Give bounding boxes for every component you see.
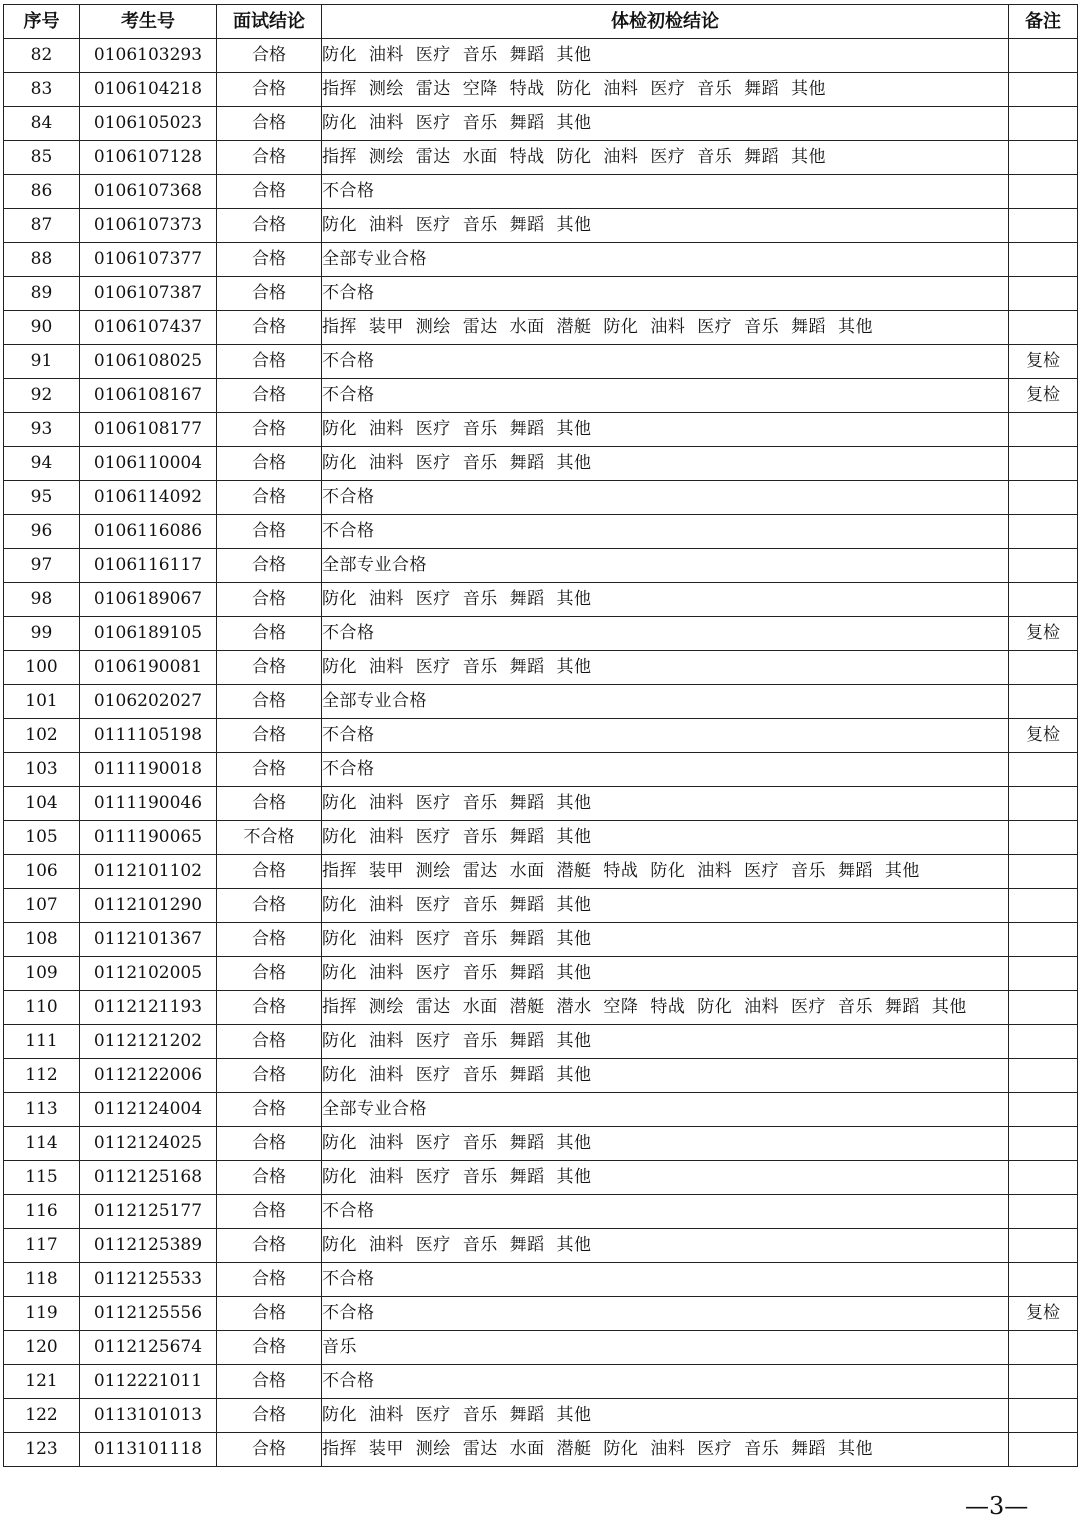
- table-row: [4, 991, 1078, 1025]
- cell-seq: 83: [4, 73, 80, 107]
- cell-interview: 合格: [217, 685, 322, 719]
- cell-candidate-id: 0106108025: [80, 345, 217, 379]
- table-row: [4, 1127, 1078, 1161]
- cell-interview: 合格: [217, 1433, 322, 1467]
- cell-candidate-id: 0112124004: [80, 1093, 217, 1127]
- cell-exam: 防化 油料 医疗 音乐 舞蹈 其他: [322, 651, 1009, 685]
- cell-interview: 不合格: [217, 821, 322, 855]
- cell-candidate-id: 0112125168: [80, 1161, 217, 1195]
- cell-remark: 复检: [1009, 1297, 1078, 1331]
- cell-seq: 112: [4, 1059, 80, 1093]
- cell-seq: 111: [4, 1025, 80, 1059]
- cell-interview: 合格: [217, 413, 322, 447]
- cell-interview: 合格: [217, 209, 322, 243]
- cell-candidate-id: 0106202027: [80, 685, 217, 719]
- cell-candidate-id: 0106107128: [80, 141, 217, 175]
- cell-candidate-id: 0106116086: [80, 515, 217, 549]
- cell-candidate-id: 0112125389: [80, 1229, 217, 1263]
- table-row: [4, 345, 1078, 379]
- cell-seq: 105: [4, 821, 80, 855]
- cell-remark: [1009, 481, 1078, 515]
- cell-candidate-id: 0106108177: [80, 413, 217, 447]
- cell-exam: 音乐: [322, 1331, 1009, 1365]
- table-row: [4, 1297, 1078, 1331]
- cell-seq: 118: [4, 1263, 80, 1297]
- cell-candidate-id: 0113101118: [80, 1433, 217, 1467]
- cell-seq: 92: [4, 379, 80, 413]
- cell-seq: 115: [4, 1161, 80, 1195]
- cell-candidate-id: 0106116117: [80, 549, 217, 583]
- cell-candidate-id: 0106107368: [80, 175, 217, 209]
- cell-interview: 合格: [217, 243, 322, 277]
- cell-interview: 合格: [217, 889, 322, 923]
- table-row: [4, 1195, 1078, 1229]
- cell-interview: 合格: [217, 1195, 322, 1229]
- cell-remark: [1009, 1263, 1078, 1297]
- cell-seq: 100: [4, 651, 80, 685]
- cell-interview: 合格: [217, 311, 322, 345]
- cell-exam: 不合格: [322, 379, 1009, 413]
- cell-remark: [1009, 277, 1078, 311]
- table-row: [4, 277, 1078, 311]
- cell-remark: [1009, 549, 1078, 583]
- cell-interview: 合格: [217, 957, 322, 991]
- cell-remark: [1009, 447, 1078, 481]
- cell-remark: [1009, 1025, 1078, 1059]
- cell-seq: 108: [4, 923, 80, 957]
- cell-candidate-id: 0112125533: [80, 1263, 217, 1297]
- cell-candidate-id: 0106114092: [80, 481, 217, 515]
- cell-interview: 合格: [217, 651, 322, 685]
- cell-remark: [1009, 923, 1078, 957]
- table-row: [4, 481, 1078, 515]
- cell-interview: 合格: [217, 855, 322, 889]
- cell-candidate-id: 0106108167: [80, 379, 217, 413]
- cell-seq: 86: [4, 175, 80, 209]
- cell-seq: 96: [4, 515, 80, 549]
- cell-seq: 99: [4, 617, 80, 651]
- page-number: —3—: [965, 1492, 1029, 1520]
- cell-seq: 102: [4, 719, 80, 753]
- cell-candidate-id: 0112125177: [80, 1195, 217, 1229]
- table-row: [4, 685, 1078, 719]
- cell-candidate-id: 0111190065: [80, 821, 217, 855]
- table-row: [4, 1093, 1078, 1127]
- cell-seq: 89: [4, 277, 80, 311]
- cell-candidate-id: 0106104218: [80, 73, 217, 107]
- cell-candidate-id: 0112101367: [80, 923, 217, 957]
- cell-interview: 合格: [217, 73, 322, 107]
- cell-remark: [1009, 957, 1078, 991]
- cell-seq: 120: [4, 1331, 80, 1365]
- cell-interview: 合格: [217, 481, 322, 515]
- cell-interview: 合格: [217, 787, 322, 821]
- cell-interview: 合格: [217, 617, 322, 651]
- cell-candidate-id: 0112121202: [80, 1025, 217, 1059]
- cell-candidate-id: 0112101290: [80, 889, 217, 923]
- cell-interview: 合格: [217, 107, 322, 141]
- cell-seq: 123: [4, 1433, 80, 1467]
- table-row: [4, 39, 1078, 73]
- cell-exam: 不合格: [322, 345, 1009, 379]
- cell-exam: 指挥 测绘 雷达 空降 特战 防化 油料 医疗 音乐 舞蹈 其他: [322, 73, 1009, 107]
- cell-interview: 合格: [217, 991, 322, 1025]
- table-row: [4, 923, 1078, 957]
- table-row: [4, 617, 1078, 651]
- table-row: [4, 719, 1078, 753]
- table-row: [4, 549, 1078, 583]
- cell-exam: 防化 油料 医疗 音乐 舞蹈 其他: [322, 821, 1009, 855]
- cell-candidate-id: 0106110004: [80, 447, 217, 481]
- header-remark: 备注: [1009, 5, 1078, 39]
- header-seq: 序号: [4, 5, 80, 39]
- cell-remark: [1009, 651, 1078, 685]
- cell-interview: 合格: [217, 1093, 322, 1127]
- cell-interview: 合格: [217, 1297, 322, 1331]
- cell-seq: 98: [4, 583, 80, 617]
- table-row: [4, 379, 1078, 413]
- cell-seq: 90: [4, 311, 80, 345]
- cell-exam: 防化 油料 医疗 音乐 舞蹈 其他: [322, 413, 1009, 447]
- cell-interview: 合格: [217, 923, 322, 957]
- cell-remark: 复检: [1009, 345, 1078, 379]
- table-row: [4, 855, 1078, 889]
- cell-seq: 84: [4, 107, 80, 141]
- cell-candidate-id: 0106189067: [80, 583, 217, 617]
- cell-seq: 82: [4, 39, 80, 73]
- cell-seq: 94: [4, 447, 80, 481]
- cell-exam: 不合格: [322, 1263, 1009, 1297]
- cell-interview: 合格: [217, 1365, 322, 1399]
- cell-remark: [1009, 311, 1078, 345]
- cell-remark: [1009, 1127, 1078, 1161]
- cell-remark: [1009, 1195, 1078, 1229]
- cell-remark: [1009, 821, 1078, 855]
- cell-seq: 103: [4, 753, 80, 787]
- cell-seq: 87: [4, 209, 80, 243]
- cell-remark: [1009, 889, 1078, 923]
- cell-seq: 116: [4, 1195, 80, 1229]
- cell-remark: [1009, 515, 1078, 549]
- header-exam: 体检初检结论: [322, 5, 1009, 39]
- table-row: [4, 1263, 1078, 1297]
- cell-remark: [1009, 1059, 1078, 1093]
- cell-candidate-id: 0112124025: [80, 1127, 217, 1161]
- cell-interview: 合格: [217, 1229, 322, 1263]
- table-row: [4, 175, 1078, 209]
- table-row: [4, 209, 1078, 243]
- table-row: [4, 243, 1078, 277]
- cell-seq: 113: [4, 1093, 80, 1127]
- table-row: [4, 957, 1078, 991]
- cell-interview: 合格: [217, 379, 322, 413]
- cell-remark: 复检: [1009, 617, 1078, 651]
- cell-exam: 指挥 测绘 雷达 水面 潜艇 潜水 空降 特战 防化 油料 医疗 音乐 舞蹈 其他: [322, 991, 1009, 1025]
- cell-remark: [1009, 1433, 1078, 1467]
- table-row: [4, 787, 1078, 821]
- table-row: [4, 1399, 1078, 1433]
- cell-interview: 合格: [217, 1059, 322, 1093]
- cell-remark: [1009, 413, 1078, 447]
- cell-seq: 106: [4, 855, 80, 889]
- table-row: [4, 107, 1078, 141]
- cell-exam: 防化 油料 医疗 音乐 舞蹈 其他: [322, 39, 1009, 73]
- cell-interview: 合格: [217, 1331, 322, 1365]
- cell-exam: 防化 油料 医疗 音乐 舞蹈 其他: [322, 1399, 1009, 1433]
- cell-candidate-id: 0106105023: [80, 107, 217, 141]
- table-row: [4, 141, 1078, 175]
- results-table: [3, 4, 1078, 1467]
- cell-interview: 合格: [217, 583, 322, 617]
- cell-seq: 88: [4, 243, 80, 277]
- cell-candidate-id: 0111105198: [80, 719, 217, 753]
- cell-candidate-id: 0112125674: [80, 1331, 217, 1365]
- cell-seq: 122: [4, 1399, 80, 1433]
- cell-remark: [1009, 243, 1078, 277]
- cell-seq: 107: [4, 889, 80, 923]
- cell-candidate-id: 0111190018: [80, 753, 217, 787]
- cell-interview: 合格: [217, 39, 322, 73]
- cell-exam: 防化 油料 医疗 音乐 舞蹈 其他: [322, 1161, 1009, 1195]
- cell-candidate-id: 0112122006: [80, 1059, 217, 1093]
- cell-exam: 不合格: [322, 617, 1009, 651]
- cell-remark: [1009, 73, 1078, 107]
- cell-interview: 合格: [217, 175, 322, 209]
- table-row: [4, 651, 1078, 685]
- cell-remark: [1009, 583, 1078, 617]
- cell-candidate-id: 0106107377: [80, 243, 217, 277]
- cell-exam: 防化 油料 医疗 音乐 舞蹈 其他: [322, 447, 1009, 481]
- header-row: [4, 5, 1078, 39]
- cell-exam: 防化 油料 医疗 音乐 舞蹈 其他: [322, 1059, 1009, 1093]
- table-row: [4, 515, 1078, 549]
- cell-candidate-id: 0112125556: [80, 1297, 217, 1331]
- cell-interview: 合格: [217, 141, 322, 175]
- cell-exam: 防化 油料 医疗 音乐 舞蹈 其他: [322, 889, 1009, 923]
- cell-remark: [1009, 1331, 1078, 1365]
- cell-seq: 109: [4, 957, 80, 991]
- cell-remark: [1009, 685, 1078, 719]
- cell-candidate-id: 0106107387: [80, 277, 217, 311]
- table-row: [4, 1331, 1078, 1365]
- table-row: [4, 1229, 1078, 1263]
- cell-remark: [1009, 1365, 1078, 1399]
- cell-candidate-id: 0112101102: [80, 855, 217, 889]
- cell-exam: 防化 油料 医疗 音乐 舞蹈 其他: [322, 1025, 1009, 1059]
- cell-interview: 合格: [217, 447, 322, 481]
- cell-interview: 合格: [217, 515, 322, 549]
- table-row: [4, 1161, 1078, 1195]
- cell-candidate-id: 0106107373: [80, 209, 217, 243]
- cell-interview: 合格: [217, 753, 322, 787]
- cell-seq: 119: [4, 1297, 80, 1331]
- cell-interview: 合格: [217, 1161, 322, 1195]
- cell-seq: 97: [4, 549, 80, 583]
- cell-exam: 不合格: [322, 719, 1009, 753]
- table-row: [4, 1365, 1078, 1399]
- cell-remark: 复检: [1009, 379, 1078, 413]
- cell-candidate-id: 0112102005: [80, 957, 217, 991]
- header-candidate-id: 考生号: [80, 5, 217, 39]
- cell-exam: 防化 油料 医疗 音乐 舞蹈 其他: [322, 957, 1009, 991]
- cell-interview: 合格: [217, 549, 322, 583]
- cell-remark: [1009, 1161, 1078, 1195]
- cell-remark: [1009, 1229, 1078, 1263]
- table-row: [4, 1025, 1078, 1059]
- cell-exam: 不合格: [322, 1195, 1009, 1229]
- cell-remark: [1009, 1093, 1078, 1127]
- cell-interview: 合格: [217, 1399, 322, 1433]
- cell-exam: 全部专业合格: [322, 685, 1009, 719]
- table-row: [4, 821, 1078, 855]
- cell-exam: 不合格: [322, 515, 1009, 549]
- cell-exam: 不合格: [322, 1297, 1009, 1331]
- cell-exam: 防化 油料 医疗 音乐 舞蹈 其他: [322, 107, 1009, 141]
- cell-seq: 93: [4, 413, 80, 447]
- cell-interview: 合格: [217, 1025, 322, 1059]
- cell-exam: 不合格: [322, 175, 1009, 209]
- cell-remark: [1009, 39, 1078, 73]
- table-row: [4, 753, 1078, 787]
- cell-seq: 104: [4, 787, 80, 821]
- cell-interview: 合格: [217, 1127, 322, 1161]
- cell-exam: 全部专业合格: [322, 549, 1009, 583]
- cell-exam: 不合格: [322, 481, 1009, 515]
- cell-remark: 复检: [1009, 719, 1078, 753]
- cell-exam: 指挥 装甲 测绘 雷达 水面 潜艇 特战 防化 油料 医疗 音乐 舞蹈 其他: [322, 855, 1009, 889]
- cell-exam: 防化 油料 医疗 音乐 舞蹈 其他: [322, 923, 1009, 957]
- table-row: [4, 889, 1078, 923]
- cell-remark: [1009, 141, 1078, 175]
- header-interview: 面试结论: [217, 5, 322, 39]
- cell-candidate-id: 0106190081: [80, 651, 217, 685]
- table-row: [4, 73, 1078, 107]
- cell-seq: 85: [4, 141, 80, 175]
- cell-exam: 指挥 装甲 测绘 雷达 水面 潜艇 防化 油料 医疗 音乐 舞蹈 其他: [322, 311, 1009, 345]
- cell-remark: [1009, 107, 1078, 141]
- cell-exam: 防化 油料 医疗 音乐 舞蹈 其他: [322, 583, 1009, 617]
- cell-exam: 防化 油料 医疗 音乐 舞蹈 其他: [322, 209, 1009, 243]
- table-row: [4, 583, 1078, 617]
- cell-seq: 101: [4, 685, 80, 719]
- cell-candidate-id: 0113101013: [80, 1399, 217, 1433]
- cell-interview: 合格: [217, 719, 322, 753]
- cell-remark: [1009, 855, 1078, 889]
- cell-exam: 全部专业合格: [322, 1093, 1009, 1127]
- cell-exam: 不合格: [322, 1365, 1009, 1399]
- table-row: [4, 413, 1078, 447]
- cell-candidate-id: 0111190046: [80, 787, 217, 821]
- cell-remark: [1009, 753, 1078, 787]
- table-row: [4, 447, 1078, 481]
- cell-seq: 114: [4, 1127, 80, 1161]
- cell-candidate-id: 0106103293: [80, 39, 217, 73]
- cell-interview: 合格: [217, 1263, 322, 1297]
- cell-exam: 不合格: [322, 277, 1009, 311]
- cell-exam: 不合格: [322, 753, 1009, 787]
- cell-seq: 121: [4, 1365, 80, 1399]
- table-row: [4, 311, 1078, 345]
- cell-remark: [1009, 175, 1078, 209]
- cell-candidate-id: 0112121193: [80, 991, 217, 1025]
- table-body: [4, 39, 1078, 1467]
- cell-exam: 全部专业合格: [322, 243, 1009, 277]
- cell-candidate-id: 0112221011: [80, 1365, 217, 1399]
- cell-exam: 防化 油料 医疗 音乐 舞蹈 其他: [322, 1127, 1009, 1161]
- cell-remark: [1009, 209, 1078, 243]
- cell-candidate-id: 0106189105: [80, 617, 217, 651]
- cell-seq: 91: [4, 345, 80, 379]
- cell-exam: 指挥 装甲 测绘 雷达 水面 潜艇 防化 油料 医疗 音乐 舞蹈 其他: [322, 1433, 1009, 1467]
- table-row: [4, 1059, 1078, 1093]
- cell-seq: 110: [4, 991, 80, 1025]
- cell-candidate-id: 0106107437: [80, 311, 217, 345]
- cell-exam: 防化 油料 医疗 音乐 舞蹈 其他: [322, 1229, 1009, 1263]
- cell-exam: 防化 油料 医疗 音乐 舞蹈 其他: [322, 787, 1009, 821]
- cell-interview: 合格: [217, 345, 322, 379]
- cell-exam: 指挥 测绘 雷达 水面 特战 防化 油料 医疗 音乐 舞蹈 其他: [322, 141, 1009, 175]
- cell-seq: 117: [4, 1229, 80, 1263]
- cell-remark: [1009, 1399, 1078, 1433]
- cell-remark: [1009, 991, 1078, 1025]
- table-row: [4, 1433, 1078, 1467]
- cell-interview: 合格: [217, 277, 322, 311]
- cell-seq: 95: [4, 481, 80, 515]
- cell-remark: [1009, 787, 1078, 821]
